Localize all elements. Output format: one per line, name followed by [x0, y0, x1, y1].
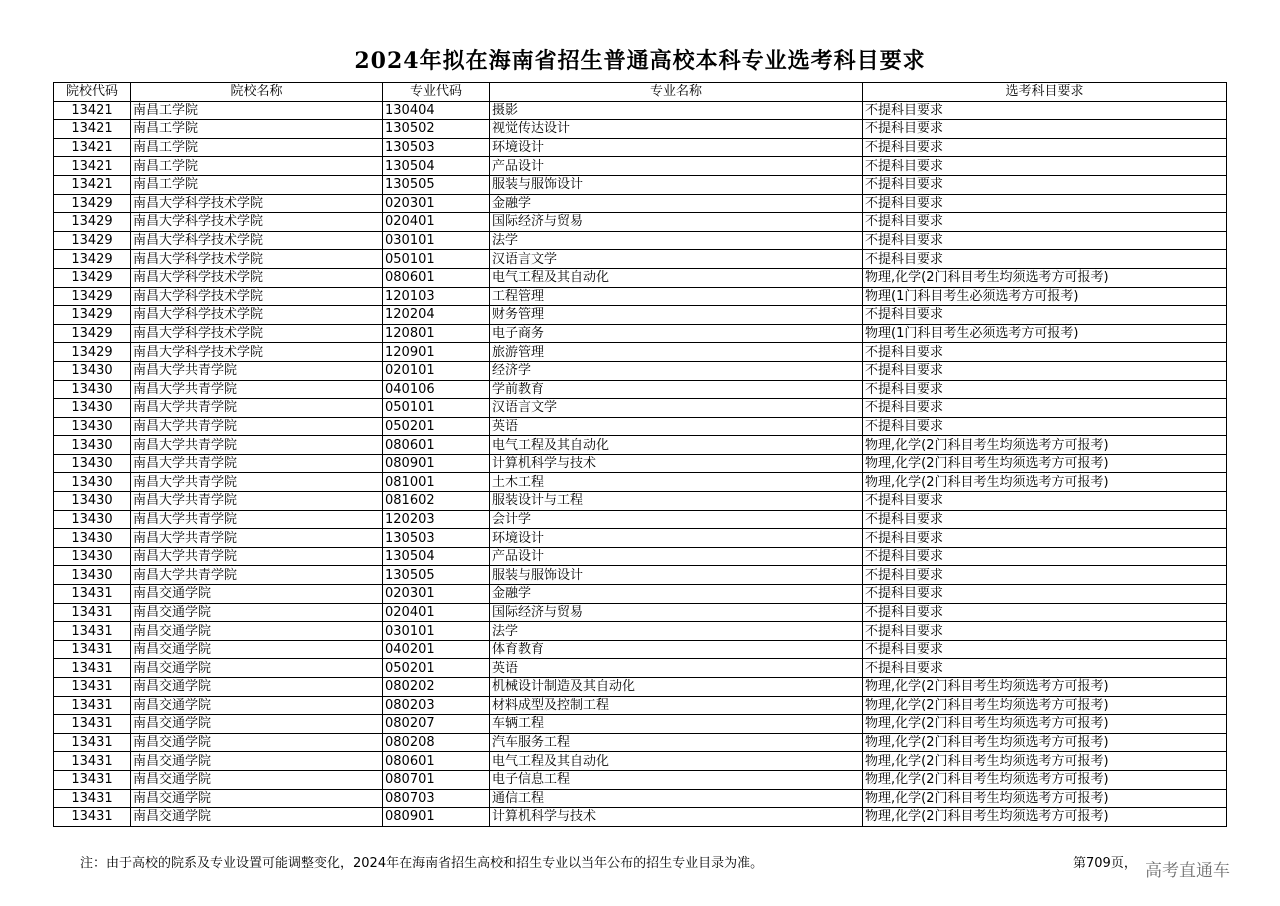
cell-school-code: 13431 [54, 622, 131, 641]
cell-school-name: 南昌交通学院 [131, 733, 383, 752]
cell-subject-requirement: 不提科目要求 [863, 361, 1227, 380]
cell-major-code: 020301 [383, 194, 490, 213]
cell-major-name: 金融学 [490, 585, 863, 604]
table-row [54, 733, 1227, 752]
cell-school-name: 南昌交通学院 [131, 640, 383, 659]
column-header-major-name: 专业名称 [490, 83, 863, 102]
cell-school-code: 13429 [54, 324, 131, 343]
cell-subject-requirement: 不提科目要求 [863, 566, 1227, 585]
table-row [54, 770, 1227, 789]
cell-school-name: 南昌大学共青学院 [131, 492, 383, 511]
table-row [54, 250, 1227, 269]
cell-school-name: 南昌大学科学技术学院 [131, 287, 383, 306]
cell-major-name: 学前教育 [490, 380, 863, 399]
cell-school-code: 13431 [54, 789, 131, 808]
table-row [54, 380, 1227, 399]
cell-school-name: 南昌大学科学技术学院 [131, 231, 383, 250]
cell-major-name: 国际经济与贸易 [490, 603, 863, 622]
cell-major-name: 产品设计 [490, 157, 863, 176]
table-row [54, 417, 1227, 436]
table-row [54, 324, 1227, 343]
cell-school-name: 南昌交通学院 [131, 678, 383, 697]
table-row [54, 789, 1227, 808]
cell-major-code: 080901 [383, 454, 490, 473]
cell-subject-requirement: 不提科目要求 [863, 157, 1227, 176]
cell-school-name: 南昌交通学院 [131, 808, 383, 827]
cell-school-name: 南昌工学院 [131, 138, 383, 157]
cell-major-code: 130505 [383, 175, 490, 194]
cell-school-code: 13421 [54, 157, 131, 176]
table-row [54, 213, 1227, 232]
table-row [54, 547, 1227, 566]
cell-school-code: 13421 [54, 120, 131, 139]
cell-school-code: 13431 [54, 752, 131, 771]
cell-major-code: 120103 [383, 287, 490, 306]
cell-school-code: 13431 [54, 808, 131, 827]
cell-major-code: 130504 [383, 547, 490, 566]
table-row [54, 659, 1227, 678]
cell-major-code: 080203 [383, 696, 490, 715]
cell-school-code: 13431 [54, 696, 131, 715]
cell-major-code: 030101 [383, 231, 490, 250]
cell-school-name: 南昌交通学院 [131, 696, 383, 715]
cell-school-code: 13421 [54, 138, 131, 157]
table-row [54, 752, 1227, 771]
watermark: 高考直通车 [1145, 861, 1230, 881]
cell-major-name: 法学 [490, 231, 863, 250]
cell-major-code: 030101 [383, 622, 490, 641]
cell-school-code: 13429 [54, 250, 131, 269]
cell-major-name: 视觉传达设计 [490, 120, 863, 139]
cell-school-code: 13429 [54, 213, 131, 232]
table-row [54, 231, 1227, 250]
cell-major-code: 080703 [383, 789, 490, 808]
cell-subject-requirement: 物理,化学(2门科目考生均须选考方可报考) [863, 696, 1227, 715]
cell-major-code: 080208 [383, 733, 490, 752]
cell-major-code: 080207 [383, 715, 490, 734]
cell-subject-requirement: 物理(1门科目考生必须选考方可报考) [863, 287, 1227, 306]
cell-major-code: 130502 [383, 120, 490, 139]
cell-subject-requirement: 不提科目要求 [863, 194, 1227, 213]
cell-school-code: 13430 [54, 454, 131, 473]
cell-major-name: 法学 [490, 622, 863, 641]
cell-school-name: 南昌大学科学技术学院 [131, 306, 383, 325]
cell-major-name: 电气工程及其自动化 [490, 752, 863, 771]
cell-subject-requirement: 不提科目要求 [863, 529, 1227, 548]
cell-school-code: 13430 [54, 492, 131, 511]
cell-school-name: 南昌大学共青学院 [131, 399, 383, 418]
table-row [54, 436, 1227, 455]
cell-school-code: 13431 [54, 678, 131, 697]
table-row [54, 268, 1227, 287]
cell-school-code: 13429 [54, 268, 131, 287]
cell-school-name: 南昌大学科学技术学院 [131, 213, 383, 232]
cell-school-name: 南昌大学共青学院 [131, 417, 383, 436]
column-header-school-code: 院校代码 [54, 83, 131, 102]
table-body [54, 101, 1227, 826]
cell-school-name: 南昌交通学院 [131, 770, 383, 789]
cell-subject-requirement: 不提科目要求 [863, 659, 1227, 678]
cell-subject-requirement: 物理,化学(2门科目考生均须选考方可报考) [863, 678, 1227, 697]
table-row [54, 399, 1227, 418]
cell-major-name: 摄影 [490, 101, 863, 120]
cell-school-name: 南昌大学共青学院 [131, 547, 383, 566]
table-row [54, 454, 1227, 473]
cell-school-name: 南昌大学共青学院 [131, 473, 383, 492]
cell-subject-requirement: 不提科目要求 [863, 640, 1227, 659]
cell-school-name: 南昌大学共青学院 [131, 510, 383, 529]
cell-subject-requirement: 不提科目要求 [863, 492, 1227, 511]
table-row [54, 138, 1227, 157]
cell-subject-requirement: 不提科目要求 [863, 603, 1227, 622]
cell-school-code: 13429 [54, 287, 131, 306]
cell-subject-requirement: 物理,化学(2门科目考生均须选考方可报考) [863, 715, 1227, 734]
cell-subject-requirement: 不提科目要求 [863, 343, 1227, 362]
table-row [54, 566, 1227, 585]
cell-school-name: 南昌工学院 [131, 101, 383, 120]
cell-school-name: 南昌交通学院 [131, 715, 383, 734]
cell-major-name: 环境设计 [490, 138, 863, 157]
cell-school-code: 13430 [54, 361, 131, 380]
table-header-row [54, 83, 1227, 102]
cell-subject-requirement: 不提科目要求 [863, 175, 1227, 194]
cell-school-name: 南昌大学共青学院 [131, 566, 383, 585]
cell-major-name: 计算机科学与技术 [490, 808, 863, 827]
cell-major-name: 会计学 [490, 510, 863, 529]
cell-major-code: 080601 [383, 752, 490, 771]
cell-school-code: 13430 [54, 547, 131, 566]
cell-school-name: 南昌大学共青学院 [131, 361, 383, 380]
cell-school-name: 南昌大学共青学院 [131, 380, 383, 399]
cell-school-name: 南昌大学科学技术学院 [131, 194, 383, 213]
cell-major-code: 050101 [383, 399, 490, 418]
page-number: 第709页， [1073, 856, 1137, 871]
cell-subject-requirement: 物理,化学(2门科目考生均须选考方可报考) [863, 436, 1227, 455]
footer-note: 注：由于高校的院系及专业设置可能调整变化，2024年在海南省招生高校和招生专业以当年公布的招生专业目录为准。 [80, 856, 764, 871]
table-row [54, 510, 1227, 529]
table-row [54, 101, 1227, 120]
table-row [54, 529, 1227, 548]
cell-major-name: 机械设计制造及其自动化 [490, 678, 863, 697]
cell-school-name: 南昌大学共青学院 [131, 529, 383, 548]
cell-school-code: 13430 [54, 380, 131, 399]
table-row [54, 808, 1227, 827]
cell-major-name: 工程管理 [490, 287, 863, 306]
table-row [54, 194, 1227, 213]
cell-major-name: 金融学 [490, 194, 863, 213]
cell-major-name: 经济学 [490, 361, 863, 380]
cell-school-code: 13430 [54, 417, 131, 436]
cell-major-code: 081001 [383, 473, 490, 492]
cell-major-code: 080701 [383, 770, 490, 789]
cell-school-code: 13430 [54, 473, 131, 492]
cell-subject-requirement: 物理,化学(2门科目考生均须选考方可报考) [863, 752, 1227, 771]
cell-school-code: 13429 [54, 306, 131, 325]
cell-school-code: 13431 [54, 733, 131, 752]
cell-school-name: 南昌交通学院 [131, 789, 383, 808]
cell-major-name: 车辆工程 [490, 715, 863, 734]
cell-school-name: 南昌工学院 [131, 120, 383, 139]
cell-subject-requirement: 不提科目要求 [863, 120, 1227, 139]
requirements-table [53, 82, 1227, 827]
table-row [54, 678, 1227, 697]
cell-major-code: 130505 [383, 566, 490, 585]
cell-subject-requirement: 物理,化学(2门科目考生均须选考方可报考) [863, 770, 1227, 789]
cell-major-name: 环境设计 [490, 529, 863, 548]
cell-school-name: 南昌工学院 [131, 157, 383, 176]
page-title: 2024年拟在海南省招生普通高校本科专业选考科目要求 [354, 48, 926, 74]
cell-major-code: 040106 [383, 380, 490, 399]
cell-school-name: 南昌大学科学技术学院 [131, 324, 383, 343]
cell-school-name: 南昌大学科学技术学院 [131, 250, 383, 269]
column-header-subject-requirement: 选考科目要求 [863, 83, 1227, 102]
cell-school-code: 13430 [54, 436, 131, 455]
cell-school-code: 13421 [54, 175, 131, 194]
cell-school-code: 13431 [54, 770, 131, 789]
cell-major-name: 材料成型及控制工程 [490, 696, 863, 715]
cell-major-name: 电子商务 [490, 324, 863, 343]
cell-subject-requirement: 不提科目要求 [863, 101, 1227, 120]
cell-school-code: 13431 [54, 585, 131, 604]
cell-subject-requirement: 物理,化学(2门科目考生均须选考方可报考) [863, 789, 1227, 808]
cell-major-name: 汉语言文学 [490, 399, 863, 418]
cell-major-code: 120901 [383, 343, 490, 362]
cell-major-code: 120203 [383, 510, 490, 529]
cell-subject-requirement: 物理,化学(2门科目考生均须选考方可报考) [863, 473, 1227, 492]
cell-major-name: 英语 [490, 417, 863, 436]
cell-school-code: 13430 [54, 529, 131, 548]
cell-subject-requirement: 不提科目要求 [863, 510, 1227, 529]
table-row [54, 696, 1227, 715]
cell-school-code: 13421 [54, 101, 131, 120]
cell-major-code: 130503 [383, 138, 490, 157]
table-row [54, 287, 1227, 306]
cell-major-code: 040201 [383, 640, 490, 659]
cell-major-name: 电子信息工程 [490, 770, 863, 789]
cell-subject-requirement: 不提科目要求 [863, 380, 1227, 399]
cell-major-name: 土木工程 [490, 473, 863, 492]
cell-school-code: 13431 [54, 715, 131, 734]
cell-school-code: 13429 [54, 343, 131, 362]
cell-school-name: 南昌交通学院 [131, 622, 383, 641]
cell-major-code: 020301 [383, 585, 490, 604]
cell-major-name: 电气工程及其自动化 [490, 268, 863, 287]
cell-major-code: 130504 [383, 157, 490, 176]
table-row [54, 640, 1227, 659]
cell-major-name: 体育教育 [490, 640, 863, 659]
cell-subject-requirement: 物理,化学(2门科目考生均须选考方可报考) [863, 454, 1227, 473]
cell-major-name: 服装与服饰设计 [490, 175, 863, 194]
table-row [54, 361, 1227, 380]
cell-major-name: 服装设计与工程 [490, 492, 863, 511]
cell-school-code: 13431 [54, 603, 131, 622]
cell-school-code: 13430 [54, 510, 131, 529]
cell-major-name: 国际经济与贸易 [490, 213, 863, 232]
cell-major-code: 050201 [383, 659, 490, 678]
cell-school-code: 13430 [54, 566, 131, 585]
cell-school-code: 13431 [54, 659, 131, 678]
cell-school-name: 南昌交通学院 [131, 585, 383, 604]
cell-major-name: 计算机科学与技术 [490, 454, 863, 473]
cell-major-code: 080601 [383, 436, 490, 455]
cell-school-code: 13431 [54, 640, 131, 659]
cell-major-code: 130503 [383, 529, 490, 548]
table-row [54, 473, 1227, 492]
cell-subject-requirement: 不提科目要求 [863, 306, 1227, 325]
cell-subject-requirement: 不提科目要求 [863, 213, 1227, 232]
column-header-major-code: 专业代码 [383, 83, 490, 102]
cell-subject-requirement: 不提科目要求 [863, 399, 1227, 418]
cell-school-name: 南昌大学科学技术学院 [131, 268, 383, 287]
column-header-school-name: 院校名称 [131, 83, 383, 102]
cell-school-name: 南昌交通学院 [131, 603, 383, 622]
cell-major-code: 081602 [383, 492, 490, 511]
cell-major-code: 050201 [383, 417, 490, 436]
cell-subject-requirement: 不提科目要求 [863, 417, 1227, 436]
cell-subject-requirement: 不提科目要求 [863, 250, 1227, 269]
table-row [54, 585, 1227, 604]
cell-major-code: 080601 [383, 268, 490, 287]
cell-subject-requirement: 物理,化学(2门科目考生均须选考方可报考) [863, 268, 1227, 287]
cell-subject-requirement: 不提科目要求 [863, 585, 1227, 604]
table-row [54, 157, 1227, 176]
cell-school-name: 南昌大学共青学院 [131, 454, 383, 473]
cell-subject-requirement: 不提科目要求 [863, 622, 1227, 641]
cell-major-name: 财务管理 [490, 306, 863, 325]
table-row [54, 120, 1227, 139]
table-row [54, 603, 1227, 622]
cell-major-name: 英语 [490, 659, 863, 678]
cell-major-name: 旅游管理 [490, 343, 863, 362]
cell-school-name: 南昌工学院 [131, 175, 383, 194]
table-row [54, 343, 1227, 362]
cell-school-code: 13429 [54, 194, 131, 213]
cell-major-code: 020101 [383, 361, 490, 380]
table-row [54, 622, 1227, 641]
table-row [54, 715, 1227, 734]
cell-major-code: 020401 [383, 213, 490, 232]
cell-major-name: 产品设计 [490, 547, 863, 566]
cell-major-name: 通信工程 [490, 789, 863, 808]
cell-major-name: 服装与服饰设计 [490, 566, 863, 585]
cell-subject-requirement: 不提科目要求 [863, 138, 1227, 157]
cell-major-name: 汽车服务工程 [490, 733, 863, 752]
table-row [54, 492, 1227, 511]
cell-major-name: 电气工程及其自动化 [490, 436, 863, 455]
cell-major-code: 130404 [383, 101, 490, 120]
cell-subject-requirement: 物理(1门科目考生必须选考方可报考) [863, 324, 1227, 343]
cell-school-name: 南昌交通学院 [131, 752, 383, 771]
cell-school-code: 13430 [54, 399, 131, 418]
table-row [54, 175, 1227, 194]
cell-school-name: 南昌交通学院 [131, 659, 383, 678]
cell-major-code: 120801 [383, 324, 490, 343]
cell-school-name: 南昌大学科学技术学院 [131, 343, 383, 362]
cell-major-code: 120204 [383, 306, 490, 325]
cell-subject-requirement: 不提科目要求 [863, 547, 1227, 566]
cell-major-code: 080202 [383, 678, 490, 697]
table-row [54, 306, 1227, 325]
cell-school-name: 南昌大学共青学院 [131, 436, 383, 455]
cell-major-code: 080901 [383, 808, 490, 827]
cell-school-code: 13429 [54, 231, 131, 250]
cell-major-name: 汉语言文学 [490, 250, 863, 269]
cell-subject-requirement: 物理,化学(2门科目考生均须选考方可报考) [863, 733, 1227, 752]
cell-subject-requirement: 不提科目要求 [863, 231, 1227, 250]
cell-major-code: 050101 [383, 250, 490, 269]
cell-subject-requirement: 物理,化学(2门科目考生均须选考方可报考) [863, 808, 1227, 827]
cell-major-code: 020401 [383, 603, 490, 622]
